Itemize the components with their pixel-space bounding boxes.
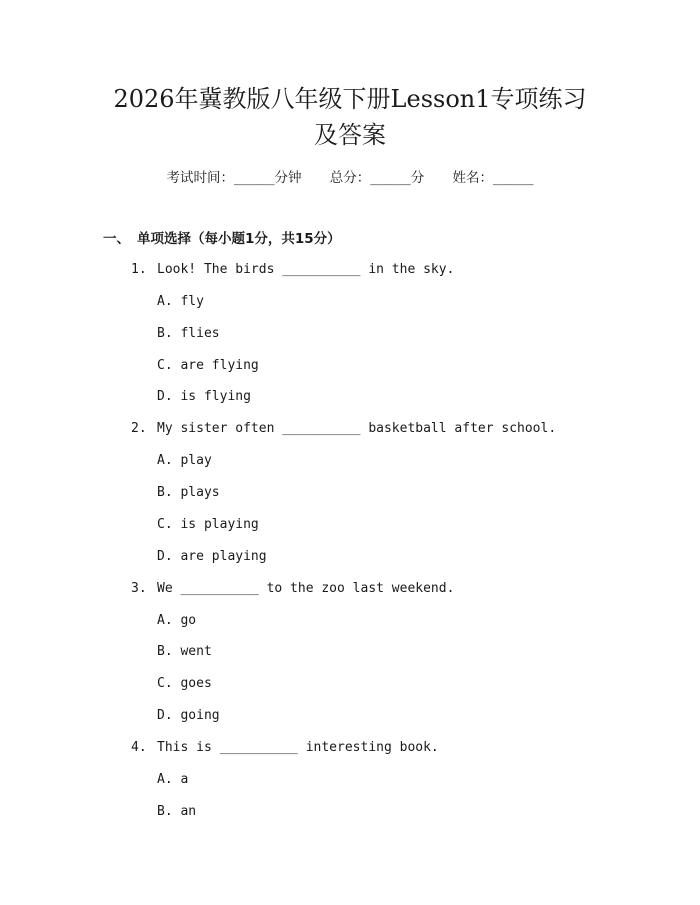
question-text: This is __________ interesting book.: [157, 740, 439, 755]
question-number: 3.: [131, 581, 147, 596]
option-d: D. are playing: [157, 549, 267, 564]
option-c: C. goes: [157, 676, 212, 691]
exam-meta-line: [0, 168, 700, 188]
option-b: B. plays: [157, 485, 220, 500]
option-b: B. an: [157, 804, 197, 819]
option-d: D. going: [157, 708, 220, 723]
option-a: A. a: [157, 772, 189, 787]
document-title-line1: 2026年冀教版八年级下册Lesson1专项练习: [113, 85, 587, 113]
option-a: A. fly: [157, 294, 204, 309]
option-a: A. go: [157, 613, 197, 628]
section-title: 单项选择（每小题1分，共15分）: [137, 231, 341, 247]
question-item: [131, 260, 454, 280]
document-title-line2: 及答案: [314, 121, 386, 149]
question-number: 4.: [131, 740, 147, 755]
question-number: 1.: [131, 262, 147, 277]
option-c: C. are flying: [157, 358, 259, 373]
option-c: C. is playing: [157, 517, 259, 532]
option-a: A. play: [157, 453, 212, 468]
question-text: My sister often __________ basketball after school.: [157, 421, 557, 436]
name-field: 姓名：______: [452, 170, 534, 186]
question-item: [131, 579, 454, 599]
question-text: We __________ to the zoo last weekend.: [157, 581, 455, 596]
section-heading: [103, 229, 341, 249]
question-item: [131, 419, 556, 439]
section-number: 一、: [103, 231, 130, 247]
question-number: 2.: [131, 421, 147, 436]
option-b: B. flies: [157, 326, 220, 341]
option-b: B. went: [157, 644, 212, 659]
total-score-field: 总分：______分: [329, 170, 425, 186]
exam-time-field: 考试时间：______分钟: [166, 170, 302, 186]
question-text: Look! The birds __________ in the sky.: [157, 262, 455, 277]
option-d: D. is flying: [157, 389, 251, 404]
question-item: [131, 738, 439, 758]
